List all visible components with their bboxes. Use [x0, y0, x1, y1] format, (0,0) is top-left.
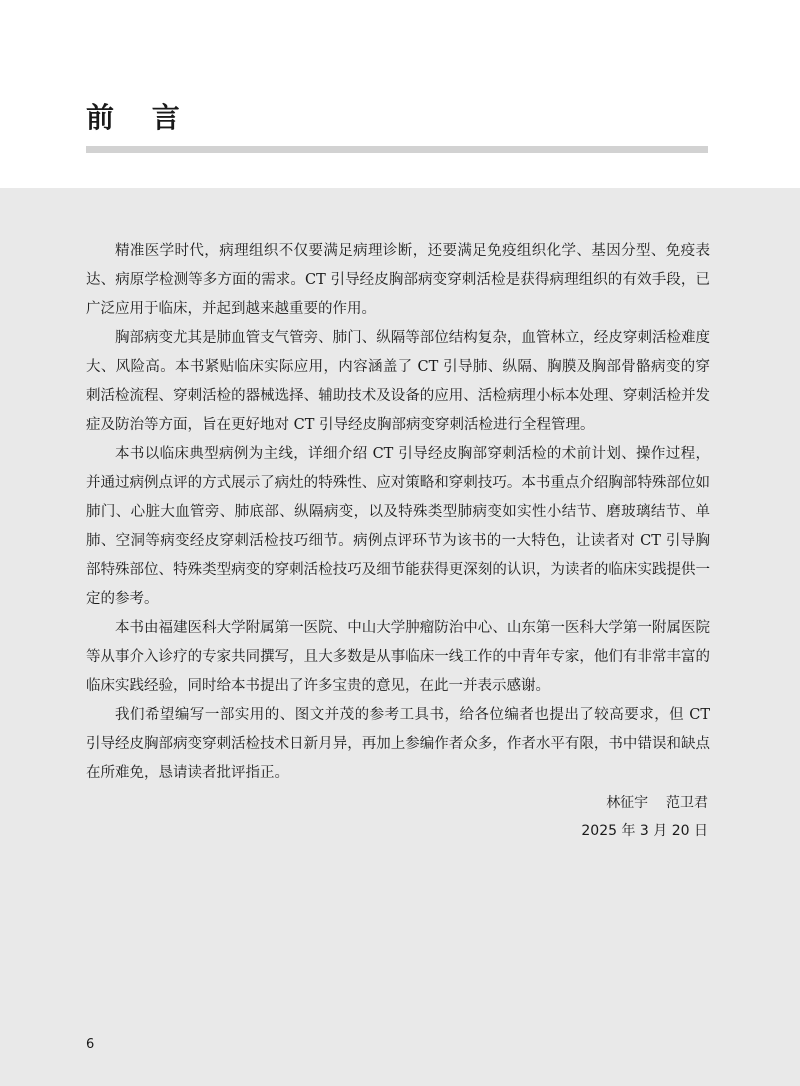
preface-paragraph: 精准医学时代，病理组织不仅要满足病理诊断，还要满足免疫组织化学、基因分型、免疫表达、病原学检测等多方面的需求。CT 引导经皮胸部病变穿刺活检是获得病理组织的有效手段，已广泛应用于临床，并起到越来越重要的作用。 [86, 243, 710, 317]
preface-paragraph: 本书以临床典型病例为主线，详细介绍 CT 引导经皮胸部穿刺活检的术前计划、操作过程，并通过病例点评的方式展示了病灶的特殊性、应对策略和穿刺技巧。本书重点介绍胸部特殊部位如肺门、心脏大血管旁、肺底部、纵隔病变，以及特殊类型肺病变如实性小结节、磨玻璃结节、单肺、空洞等病变经皮穿刺活检技巧细节。病例点评环节为该书的一大特色，让读者对 CT 引导胸部特殊部位、特殊类型病变的穿刺活检技巧及细节能获得更深刻的认识，为读者的临床实践提供一定的参考。 [86, 446, 710, 607]
preface-paragraph: 我们希望编写一部实用的、图文并茂的参考工具书，给各位编者也提出了较高要求，但 CT 引导经皮胸部病变穿刺活检技术日新月异，再加上参编作者众多，作者水平有限，书中错误和缺点在所难免，恳请读者批评指正。 [86, 707, 710, 781]
page-title: 前 言 [86, 101, 194, 134]
author-signature: 林征宇 范卫君 [606, 795, 708, 811]
preface-date: 2025 年 3 月 20 日 [581, 823, 708, 839]
title-underline [86, 146, 708, 153]
page-number: 6 [86, 1037, 95, 1052]
preface-body [86, 237, 710, 788]
preface-paragraph: 本书由福建医科大学附属第一医院、中山大学肿瘤防治中心、山东第一医科大学第一附属医院等从事介入诊疗的专家共同撰写，且大多数是从事临床一线工作的中青年专家，他们有非常丰富的临床实践经验，同时给本书提出了许多宝贵的意见，在此一并表示感谢。 [86, 620, 710, 694]
preface-paragraph: 胸部病变尤其是肺血管支气管旁、肺门、纵隔等部位结构复杂，血管林立，经皮穿刺活检难度大、风险高。本书紧贴临床实际应用，内容涵盖了 CT 引导肺、纵隔、胸膜及胸部骨骼病变的穿刺活检流程、穿刺活检的器械选择、辅助技术及设备的应用、活检病理小标本处理、穿刺活检并发症及防治等方面，旨在更好地对 CT 引导经皮胸部病变穿刺活检进行全程管理。 [86, 330, 710, 433]
